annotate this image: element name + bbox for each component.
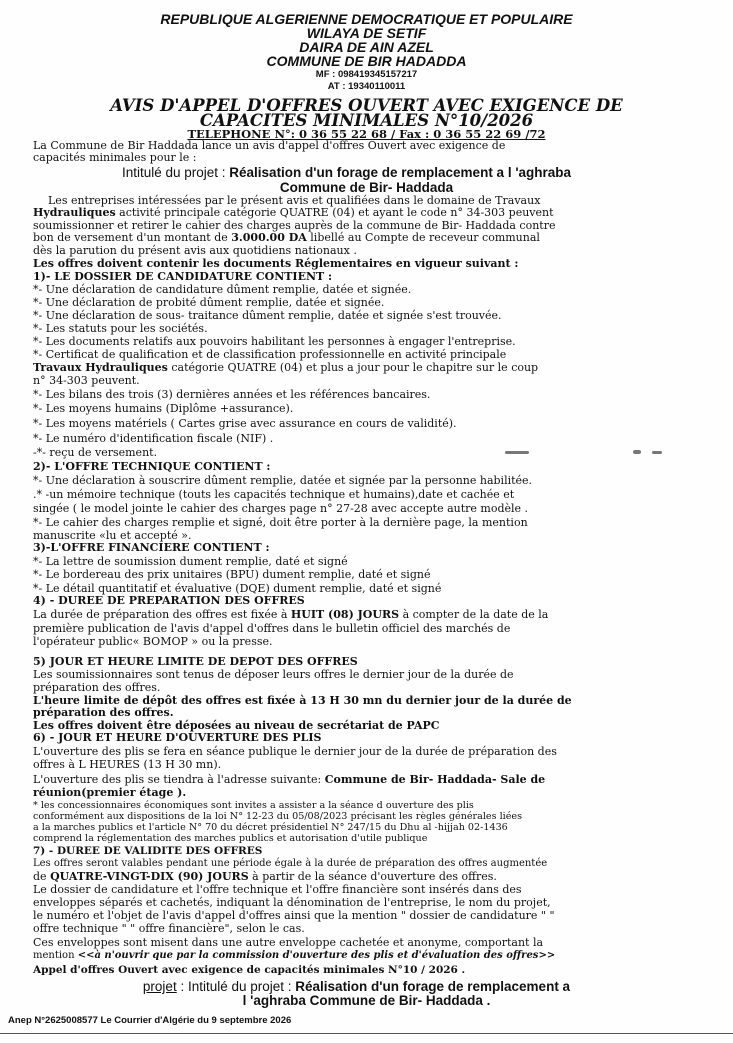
s7-line: mention <<à n'ouvrir que par la commission d'ouverture des plis et d'évaluation des offres>> <box>33 950 556 961</box>
s4-heading: 4) - DUREE DE PREPARATION DES OFFRES <box>33 594 305 607</box>
s1-item: *- Les bilans des trois (3) dernières années et les références bancaires. <box>33 388 431 401</box>
s2-item: manuscrite «lu et accepté ». <box>33 529 192 542</box>
s2-item: *- Le cahier des charges remplie et signé, doit être porter à la dernière page, la mention <box>33 516 528 529</box>
phone-fax: TELEPHONE N°: 0 36 55 22 68 / Fax : 0 36 55 22 69 /72 <box>187 127 546 141</box>
para1-line3: soumissionner et retirer le cahier des charges auprès de la commune de Bir- Haddada contre <box>33 219 556 232</box>
s6-line: L'ouverture des plis se fera en séance publique le dernier jour de la durée de préparation des <box>33 745 557 758</box>
s7-line: offre technique " " offre financière", selon le cas. <box>33 922 305 935</box>
s3-item: *- Le bordereau des prix unitaires (BPU) dument remplie, daté et signé <box>33 568 431 581</box>
scan-speck <box>505 451 529 454</box>
s6-line: conformément aux dispositions de la loi N° 12-23 du 05/08/2023 précisant les règles générales liées <box>33 811 522 822</box>
bottom-rule <box>0 1033 733 1034</box>
closing-project-1: projet : Intitulé du projet : Réalisation d'un forage de remplacement a <box>142 979 571 994</box>
s5-line: L'heure limite de dépôt des offres est fixée à 13 H 30 mn du dernier jour de la durée de <box>33 694 572 707</box>
s6-line: réunion(premier étage ). <box>33 786 187 799</box>
s1-item: -*- reçu de versement. <box>33 446 158 459</box>
para1-line4: bon de versement d'un montant de 3.000.00 DA libellé au Compte de receveur communal <box>33 231 540 244</box>
s5-line: préparation des offres. <box>33 681 161 694</box>
s2-heading: 2)- L'OFFRE TECHNIQUE CONTIENT : <box>33 460 271 473</box>
s5-line: préparation des offres. <box>33 706 174 719</box>
s2-item: singée ( le model jointe le cahier des charges page n° 27-28 avec accepte autre modèle . <box>33 502 529 515</box>
docs-heading: Les offres doivent contenir les documents Réglementaires en vigueur suivant : <box>33 257 519 270</box>
project-title-1: Intitulé du projet : Réalisation d'un forage de remplacement a l 'aghraba <box>121 165 572 180</box>
s5-line: Les soumissionnaires sont tenus de déposer leurs offres le dernier jour de la durée de <box>33 668 514 681</box>
s1-item: *- Les moyens matériels ( Cartes grise avec assurance en cours de validité). <box>33 417 457 430</box>
s6-line: * les concessionnaires économiques sont invites a assister a la séance d ouverture des plis <box>33 800 474 811</box>
s6-line: offres à L HEURES (13 H 30 mn). <box>33 758 222 771</box>
s7-line: le numéro et l'objet de l'avis d'appel d'offres ainsi que la mention " dossier de candidature " " <box>33 909 555 922</box>
project-title-2: Commune de Bir- Haddada <box>279 180 454 195</box>
s2-item: *- Une déclaration à souscrire dûment remplie, datée et signée par la personne habilitée. <box>33 474 533 487</box>
s6-line: L'ouverture des plis se tiendra à l'adresse suivante: Commune de Bir- Haddada- Sale de <box>33 773 546 786</box>
s1-item: *- Certificat de qualification et de classification professionnelle en activité principale <box>33 348 507 361</box>
s1-item: *- Une déclaration de probité dûment remplie, datée et signée. <box>33 296 385 309</box>
s4-line: l'opérateur public« BOMOP » ou la presse. <box>33 635 273 648</box>
s3-item: *- Le détail quantitatif et évaluative (DQE) dument remplie, daté et signé <box>33 582 442 595</box>
s6-line: comprend la réglementation des marches publics et autorisation d'utile publique <box>33 833 428 844</box>
para1-line1: Les entreprises intéressées par le présent avis et qualifiées dans le domaine de Travaux <box>48 194 541 207</box>
s5-heading: 5) JOUR ET HEURE LIMITE DE DEPOT DES OFFRES <box>33 655 358 668</box>
s4-line: La durée de préparation des offres est fixée à HUIT (08) JOURS à compter de la date de la <box>33 608 549 621</box>
intro-line2: capacités minimales pour le : <box>33 151 197 164</box>
s4-line: première publication de l'avis d'appel d'offres dans le bulletin officiel des marchés de <box>33 622 511 635</box>
s7-line: Ces enveloppes sont misent dans une autre enveloppe cachetée et anonyme, comportant la <box>33 936 544 949</box>
para1-line5: dès la parution du présent avis aux quotidiens nationaux . <box>33 244 357 257</box>
para1-line2: Hydrauliques activité principale catégorie QUATRE (04) et ayant le code n° 34-303 peuvent <box>33 206 554 219</box>
s1-item: *- Les moyens humains (Diplôme +assurance). <box>33 402 294 415</box>
notice-title-line2: CAPACITES MINIMALES N°10/2026 <box>199 111 534 130</box>
s1-item: Travaux Hydrauliques catégorie QUATRE (04) et plus a jour pour le chapitre sur le coup <box>33 361 539 374</box>
footer-anep: Anep N°2625008577 Le Courrier d'Algérie du 9 septembre 2026 <box>8 1015 292 1026</box>
s6-heading: 6) - JOUR ET HEURE D'OUVERTURE DES PLIS <box>33 731 322 744</box>
s1-item: *- Les documents relatifs aux pouvoirs habilitant les personnes à engager l'entreprise. <box>33 335 516 348</box>
s7-line: Appel d'offres Ouvert avec exigence de capacités minimales N°10 / 2026 . <box>33 964 466 976</box>
s5-line: Les offres doivent être déposées au niveau de secrétariat de PAPC <box>33 719 440 732</box>
s1-item: *- Une déclaration de sous- traitance dûment remplie, datée et signée s'est trouvée. <box>33 309 502 322</box>
s7-line: Les offres seront valables pendant une période égale à la durée de préparation des offres augmentée <box>33 858 548 869</box>
s3-item: *- La lettre de soumission dument remplie, daté et signé <box>33 555 348 568</box>
intro-line1: La Commune de Bir Haddada lance un avis d'appel d'offres Ouvert avec exigence de <box>33 139 506 152</box>
scan-speck <box>633 450 641 454</box>
header-mf: MF : 098419345157217 <box>315 69 418 80</box>
header-wilaya: WILAYA DE SETIF <box>306 25 427 41</box>
header-republic: REPUBLIQUE ALGERIENNE DEMOCRATIQUE ET POPULAIRE <box>160 11 573 27</box>
s1-heading: 1)- LE DOSSIER DE CANDIDATURE CONTIENT : <box>33 270 333 283</box>
notice-title-line1: AVIS D'APPEL D'OFFRES OUVERT AVEC EXIGENCE DE <box>110 96 623 115</box>
header-at: AT : 19340110011 <box>327 81 406 92</box>
s7-line: de QUATRE-VINGT-DIX (90) JOURS à partir de la séance d'ouverture des offres. <box>33 870 497 883</box>
s1-item: *- Les statuts pour les sociétés. <box>33 322 208 335</box>
header-daira: DAIRA DE AIN AZEL <box>299 39 434 55</box>
s7-line: Le dossier de candidature et l'offre technique et l'offre financière sont insérés dans des <box>33 883 522 896</box>
s3-heading: 3)-L'OFFRE FINANCIERE CONTIENT : <box>33 541 270 554</box>
s1-item: *- Une déclaration de candidature dûment remplie, datée et signée. <box>33 283 412 296</box>
s1-item: *- Le numéro d'identification fiscale (NIF) . <box>33 432 274 445</box>
s7-heading: 7) - DUREE DE VALIDITE DES OFFRES <box>33 845 263 857</box>
scan-speck <box>652 451 662 454</box>
closing-project-2: l 'aghraba Commune de Bir- Haddada . <box>242 993 491 1008</box>
s2-item: .* -un mémoire technique (touts les capacités technique et humains),date et cachée et <box>33 488 515 501</box>
s1-item: n° 34-303 peuvent. <box>33 374 140 387</box>
s7-line: enveloppes séparés et cachetés, indiquant la dénomination de l'entreprise, le nom du projet, <box>33 896 551 909</box>
header-commune: COMMUNE DE BIR HADADDA <box>266 53 467 69</box>
s6-line: a la marches publics et l'article N° 70 du décret présidentiel N° 247/15 du Dhu al -hijjah 02-1436 <box>33 822 508 833</box>
